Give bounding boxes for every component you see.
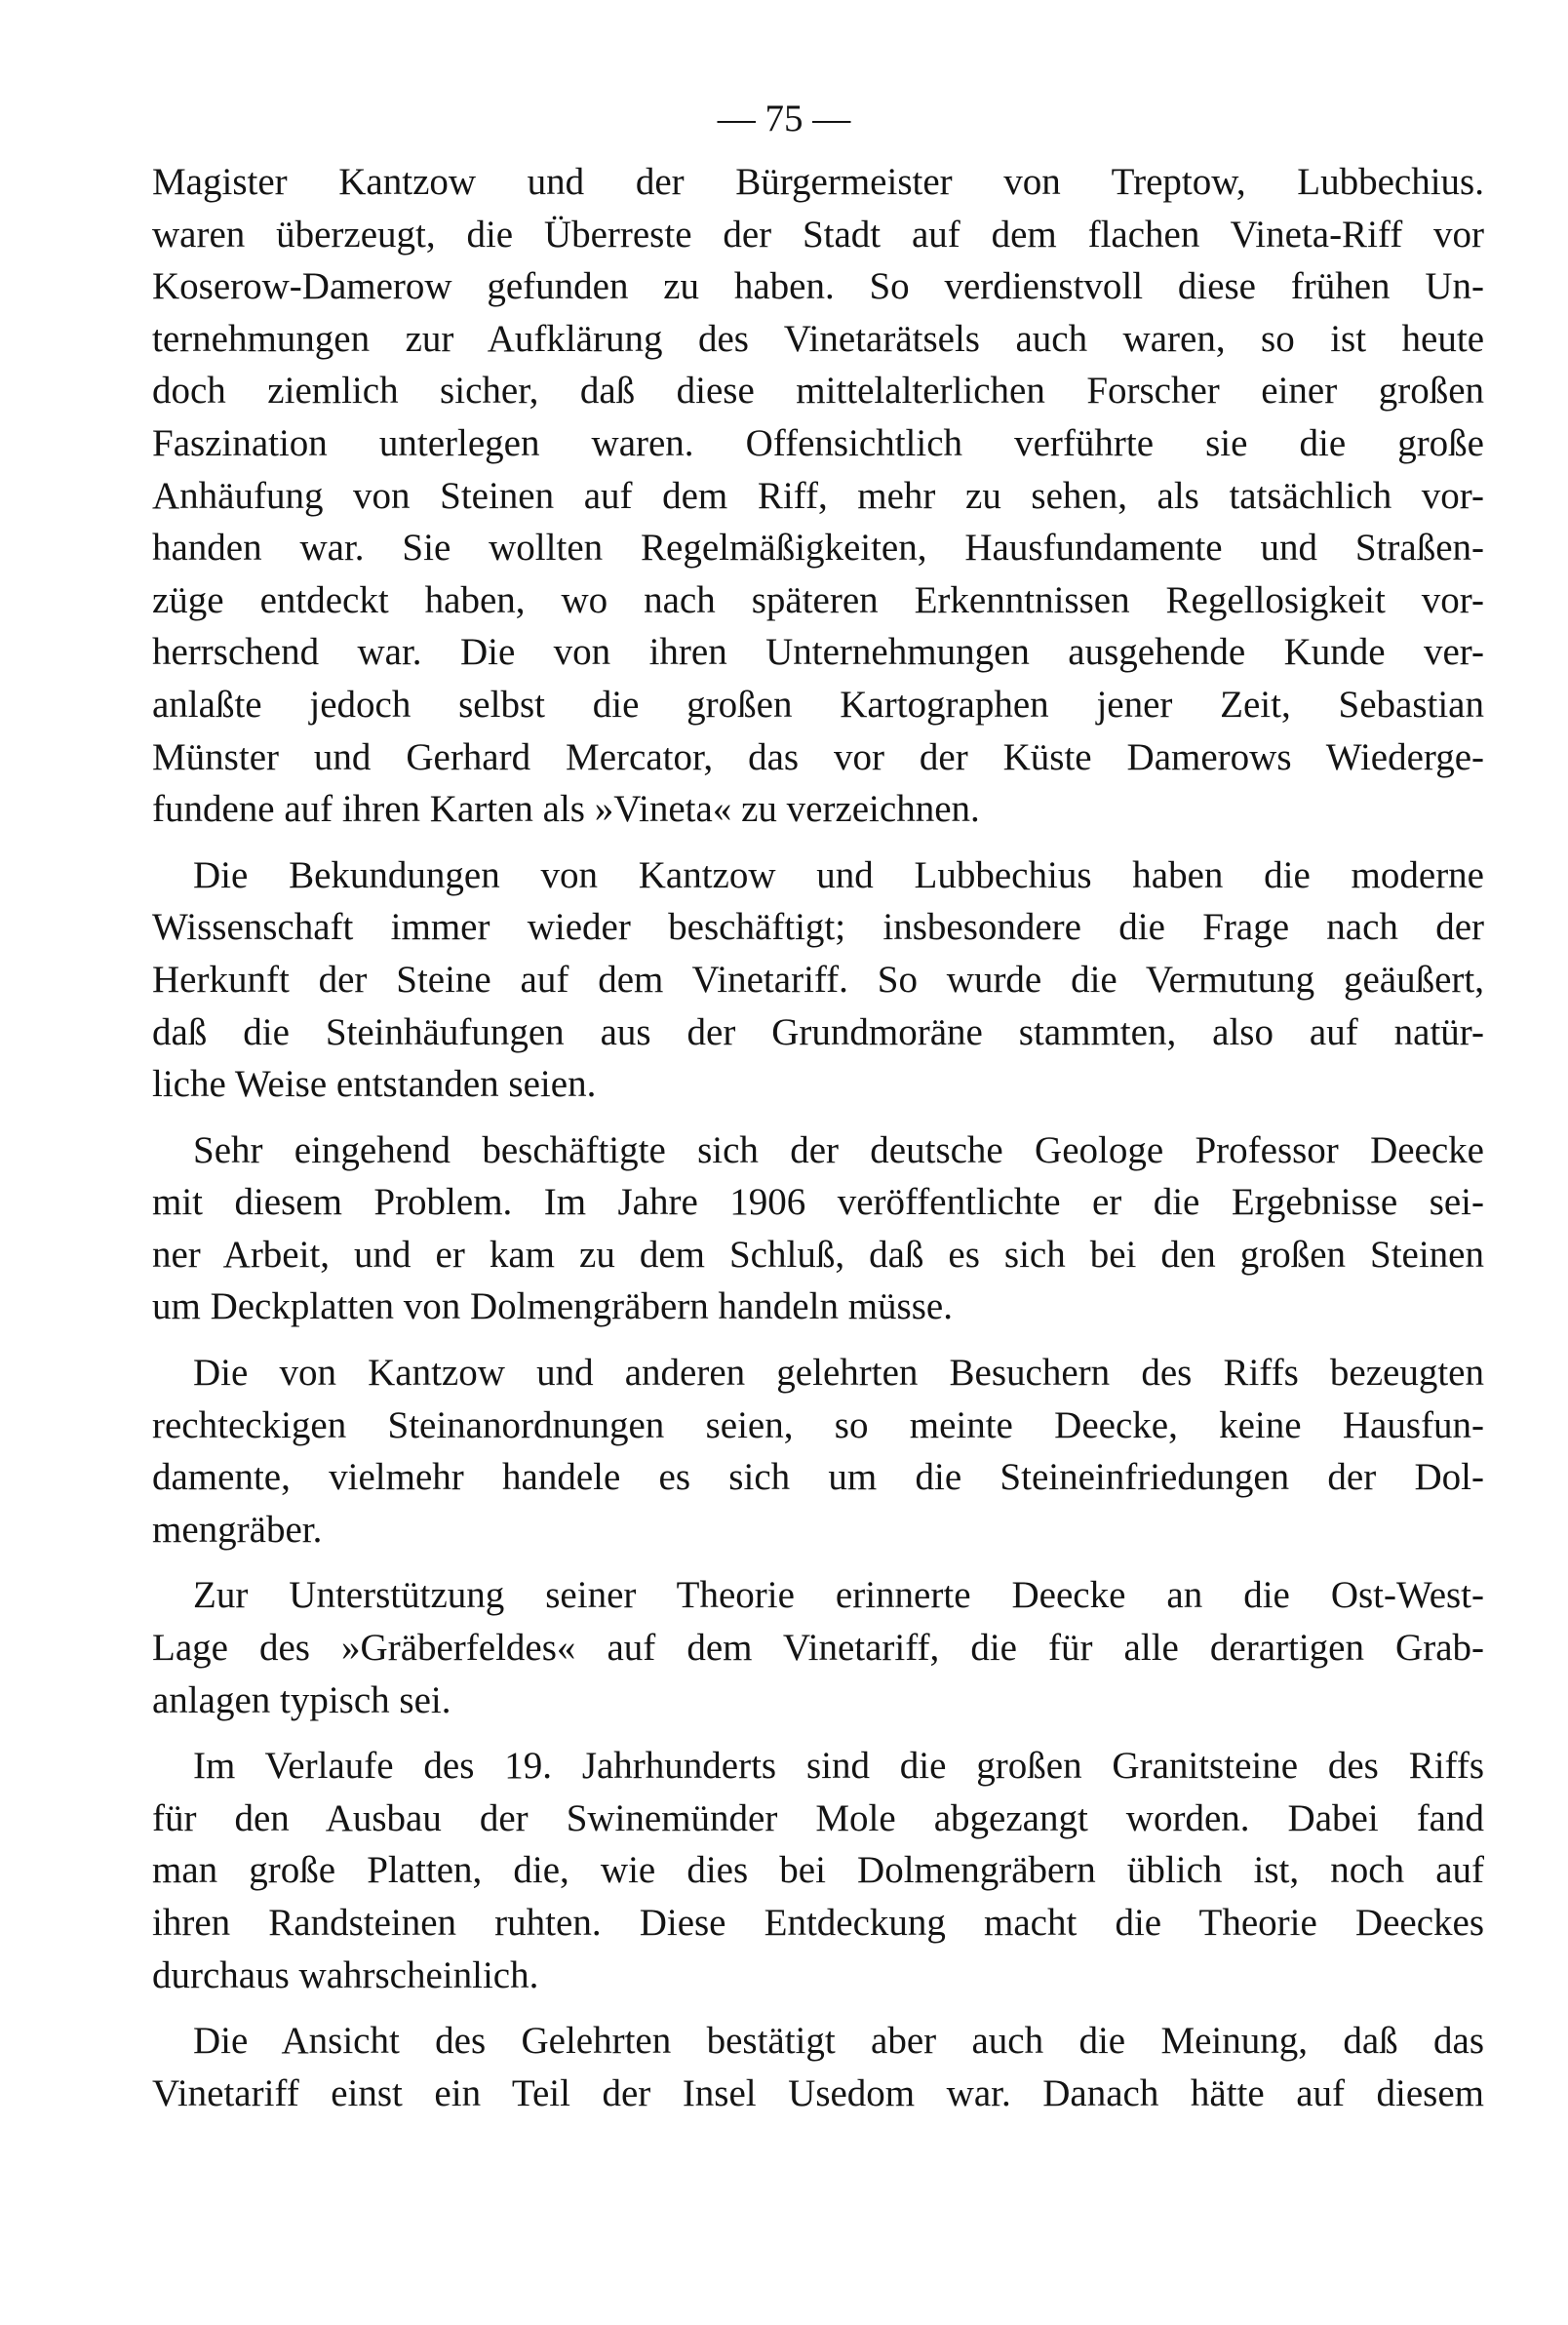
- body-text: [152, 156, 1484, 2119]
- paragraph: [152, 1569, 1484, 1726]
- text-line: für den Ausbau der Swinemünder Mole abgezangt worden. Dabei fand: [152, 1796, 1484, 1839]
- paragraph-gap: [152, 2001, 1484, 2015]
- text-line: Faszination unterlegen waren. Offensichtlich verführte sie die große: [152, 421, 1484, 464]
- text-line: Herkunft der Steine auf dem Vinetariff. So wurde die Vermutung geäußert,: [152, 958, 1484, 1001]
- text-line: waren überzeugt, die Überreste der Stadt auf dem flachen Vineta-Riff vor: [152, 213, 1484, 256]
- text-line: damente, vielmehr handele es sich um die Steineinfriedungen der Dol-: [152, 1456, 1484, 1499]
- paragraph-gap: [152, 1556, 1484, 1569]
- text-line: mit diesem Problem. Im Jahre 1906 veröffentlichte er die Ergebnisse sei-: [152, 1181, 1484, 1224]
- text-line: Vinetariff einst ein Teil der Insel Usedom war. Danach hätte auf diesem: [152, 2071, 1484, 2114]
- text-line: um Deckplatten von Dolmengräbern handeln müsse.: [152, 1285, 953, 1328]
- paragraph-gap: [152, 1726, 1484, 1740]
- text-line: mengräber.: [152, 1508, 323, 1551]
- text-line: Die Bekundungen von Kantzow und Lubbechius haben die moderne: [193, 853, 1484, 896]
- page-number: — 75 —: [717, 98, 851, 139]
- paragraph: [152, 156, 1484, 836]
- paragraph: [152, 1124, 1484, 1333]
- paragraph: [152, 2015, 1484, 2119]
- text-line: man große Platten, die, wie dies bei Dolmengräbern üblich ist, noch auf: [152, 1849, 1484, 1892]
- text-line: fundene auf ihren Karten als »Vineta« zu verzeichnen.: [152, 788, 980, 831]
- text-line: Anhäufung von Steinen auf dem Riff, mehr zu sehen, als tatsächlich vor-: [152, 474, 1484, 517]
- text-line: rechteckigen Steinanordnungen seien, so meinte Deecke, keine Hausfun-: [152, 1403, 1484, 1446]
- paragraph: [152, 849, 1484, 1111]
- text-line: Lage des »Gräberfeldes« auf dem Vinetariff, die für alle derartigen Grab-: [152, 1627, 1484, 1670]
- text-line: Münster und Gerhard Mercator, das vor der Küste Damerows Wiederge-: [152, 735, 1484, 778]
- text-line: züge entdeckt haben, wo nach späteren Erkenntnissen Regellosigkeit vor-: [152, 578, 1484, 621]
- text-line: liche Weise entstanden seien.: [152, 1063, 597, 1106]
- text-line: ner Arbeit, und er kam zu dem Schluß, daß es sich bei den großen Steinen: [152, 1233, 1484, 1276]
- text-line: Die Ansicht des Gelehrten bestätigt aber auch die Meinung, daß das: [193, 2020, 1484, 2063]
- text-line: ihren Randsteinen ruhten. Diese Entdeckung macht die Theorie Deeckes: [152, 1902, 1484, 1944]
- text-line: ternehmungen zur Aufklärung des Vinetarätsels auch waren, so ist heute: [152, 317, 1484, 360]
- text-line: Im Verlaufe des 19. Jahrhunderts sind die großen Granitsteine des Riffs: [193, 1745, 1484, 1788]
- text-line: Magister Kantzow und der Bürgermeister von Treptow, Lubbechius.: [152, 161, 1484, 203]
- text-line: Wissenschaft immer wieder beschäftigt; insbesondere die Frage nach der: [152, 906, 1484, 949]
- paragraph: [152, 1347, 1484, 1556]
- paragraph-gap: [152, 1111, 1484, 1124]
- text-line: Die von Kantzow und anderen gelehrten Besuchern des Riffs bezeugten: [193, 1352, 1484, 1395]
- text-line: Sehr eingehend beschäftigte sich der deutsche Geologe Professor Deecke: [193, 1128, 1484, 1171]
- text-line: handen war. Sie wollten Regelmäßigkeiten, Hausfundamente und Straßen-: [152, 527, 1484, 570]
- paragraph-gap: [152, 1333, 1484, 1347]
- text-line: Zur Unterstützung seiner Theorie erinnerte Deecke an die Ost-West-: [193, 1574, 1484, 1617]
- text-line: daß die Steinhäufungen aus der Grundmoräne stammten, also auf natür-: [152, 1010, 1484, 1053]
- paragraph: [152, 1740, 1484, 2001]
- text-line: anlagen typisch sei.: [152, 1678, 451, 1721]
- text-line: anlaßte jedoch selbst die großen Kartographen jener Zeit, Sebastian: [152, 683, 1484, 726]
- text-line: Koserow-Damerow gefunden zu haben. So verdienstvoll diese frühen Un-: [152, 265, 1484, 308]
- text-line: doch ziemlich sicher, daß diese mittelalterlichen Forscher einer großen: [152, 370, 1484, 413]
- text-line: durchaus wahrscheinlich.: [152, 1953, 539, 1996]
- text-line: herrschend war. Die von ihren Unternehmungen ausgehende Kunde ver-: [152, 631, 1484, 674]
- paragraph-gap: [152, 836, 1484, 849]
